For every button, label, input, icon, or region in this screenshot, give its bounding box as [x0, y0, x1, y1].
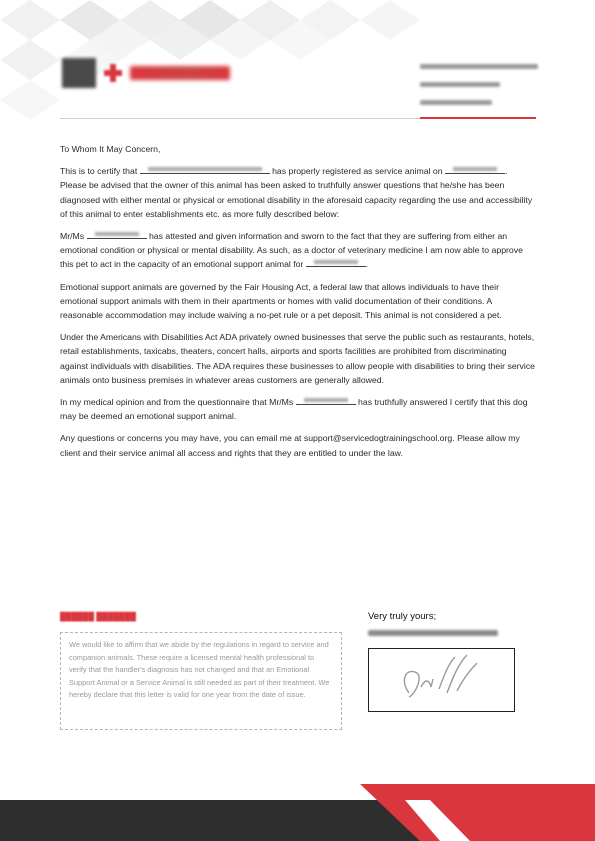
paragraph-contact: Any questions or concerns you may have, you can email me at support@servicedogtrainingschool.org. Please allow my client and their service animal all access and rights that they are entitled to under the law. — [60, 433, 520, 458]
registration-date-blank — [445, 165, 505, 174]
red-cross-icon — [104, 64, 122, 82]
organization-logo — [62, 58, 230, 88]
signature-box — [368, 648, 515, 712]
letter-body — [60, 142, 536, 468]
logo-mark — [62, 58, 96, 88]
owner-name-blank — [87, 230, 147, 239]
issued-date: ██████ ███████ — [60, 612, 136, 621]
paragraph-opinion: In my medical opinion and from the questionnaire that Mr/Ms has truthfully answered I certify that this dog may be deemed an emotional support animal. — [60, 397, 528, 422]
closing-phrase: Very truly yours; — [368, 611, 437, 622]
header-accent-line — [420, 117, 536, 119]
paragraph-fair-housing: Emotional support animals are governed by the Fair Housing Act, a federal law that allows individuals to have their emotional support animals with them in their apartments or homes with valid documentation of their conditions. A reasonable accommodation may include waiving a no-pet rule or a pet deposit. This animal is not considered a pet. — [60, 281, 502, 321]
owner-name-blank-2 — [306, 258, 366, 267]
paragraph-certification: This is to certify that has properly registered as service animal on . Please be advised that the owner of this animal has been asked to truthfully answer questions that he/she has been diagnosed with either mental or physical or emotional disability in the aforesaid capacity regarding the use and accessibility of this animal to enter establishments etc. as more fully described below: — [60, 166, 533, 219]
salutation: To Whom It May Concern, — [60, 144, 161, 154]
logo-wordmark — [130, 66, 230, 80]
footer-banner — [0, 770, 595, 841]
signature-image — [369, 649, 514, 711]
contact-info — [420, 64, 540, 118]
paragraph-attestation: Mr/Ms has attested and given information and sworn to the fact that they are suffering from either an emotional condition or physical or mental disability. As such, as a doctor of veterinary medicine I am now able to approve this pet to act in the capacity of an emotional support animal for . — [60, 231, 523, 270]
animal-name-blank — [140, 165, 270, 174]
validity-notice: We would like to affirm that we abide by the regulations in regard to service and companion animals. These require a licensed mental health professional to verify that the handler's diagnosis has not changed and that an Emotional Support Animal or a Service Animal is still needed as part of their treatment. We hereby declare that this letter is valid for one year from the date of issue. — [60, 632, 342, 730]
signer-name — [368, 630, 498, 636]
paragraph-ada: Under the Americans with Disabilities Act ADA privately owned businesses that serve the public such as restaurants, hotels, retail establishments, taxicabs, theaters, concert halls, airports and sports facilities are prohibited from discriminating against individuals with disabilities. The ADA requires these businesses to allow people with disabilities to bring their service animals onto business premises in whatever areas customers are generally allowed. — [60, 332, 536, 385]
owner-name-blank-3 — [296, 396, 356, 405]
